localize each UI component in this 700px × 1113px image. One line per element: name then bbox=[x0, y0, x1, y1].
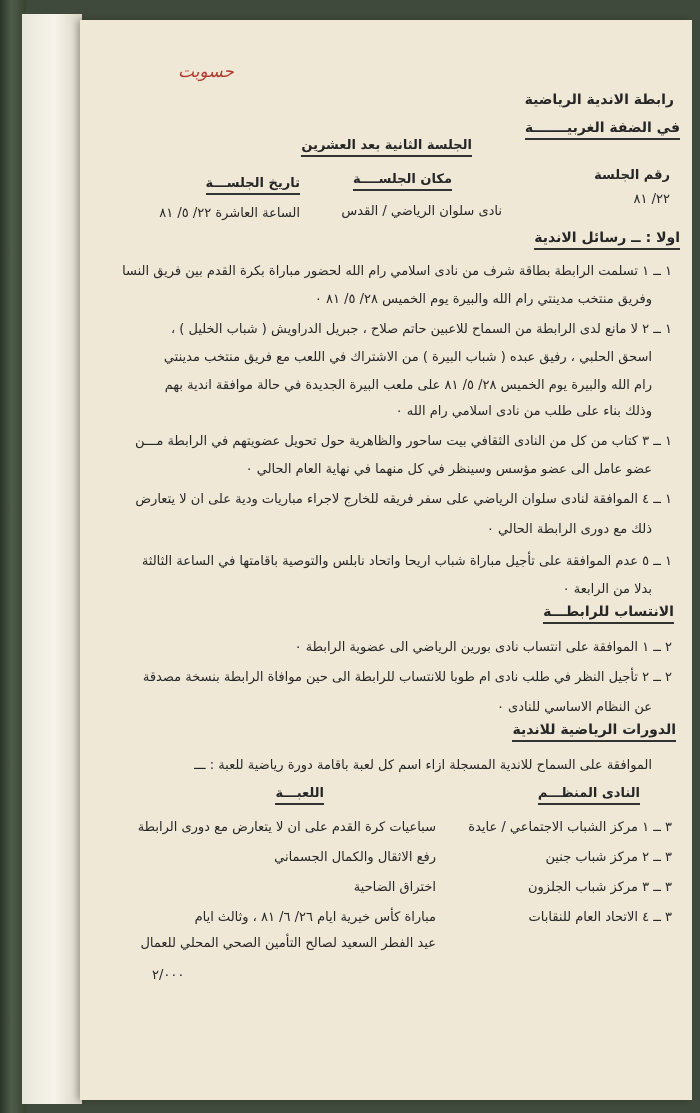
table-row-game: اختراق الضاحية bbox=[353, 880, 436, 895]
session-heading: الجلسة الثانية بعد العشرين bbox=[301, 138, 472, 157]
table-row-game-continuation: عيد الفطر السعيد لصالح التأمين الصحي المحلي للعمال bbox=[140, 936, 436, 951]
item-line: وذلك بناء على طلب من نادى اسلامي رام الله ٠ bbox=[395, 404, 652, 419]
session-place-label: مكان الجلســــة bbox=[353, 172, 452, 191]
table-row-club: ٣ ــ ٣ مركز شباب الجلزون bbox=[527, 880, 672, 895]
item-line: عن النظام الاساسي للنادى ٠ bbox=[496, 700, 652, 715]
column-header-game: اللعبـــة bbox=[275, 786, 324, 805]
table-row-game: رفع الاثقال والكمال الجسماني bbox=[274, 850, 436, 865]
item-line: ١ ــ ١ تسلمت الرابطة بطاقة شرف من نادى اسلامي رام الله لحضور مباراة بكرة القدم بين فريق النسا bbox=[122, 264, 672, 279]
item-line: اسحق الحلبي ، رفيق عبده ( شباب البيرة ) من الاشتراك في اللعب مع فريق منتخب مدينتي bbox=[163, 350, 652, 365]
table-row-game: مباراة كأس خيرية ايام ٢٦/ ٦/ ٨١ ، وثالث ايام bbox=[194, 910, 436, 925]
session-place-value: نادى سلوان الرياضي / القدس bbox=[341, 204, 502, 219]
item-line: ١ ــ ٤ الموافقة لنادى سلوان الرياضي على سفر فريقه للخارج لاجراء مباريات ودية على ان لا يتعارض bbox=[135, 492, 672, 507]
item-line: رام الله والبيرة يوم الخميس ٢٨/ ٥/ ٨١ على ملعب البيرة الجديدة في حالة موافقة اندية بهم bbox=[164, 378, 652, 393]
org-name-line1: رابطة الاندية الرياضية bbox=[524, 92, 674, 108]
column-header-club: النادى المنظـــم bbox=[538, 786, 640, 805]
table-row-club: ٣ ــ ١ مركز الشباب الاجتماعي / عايدة bbox=[468, 820, 672, 835]
item-line: عضو عامل الى عضو مؤسس وسينظر في كل منهما في نهاية العام الحالي ٠ bbox=[245, 462, 652, 477]
section-membership-title: الانتساب للرابطـــة bbox=[543, 604, 674, 624]
page-number: ٢/٠٠٠ bbox=[152, 968, 185, 983]
table-row-club: ٣ ــ ٤ الاتحاد العام للنقابات bbox=[528, 910, 672, 925]
item-line: ١ ــ ٢ لا مانع لدى الرابطة من السماح للاعبين حاتم صلاح ، جبريل الدراويش ( شباب الخليل ) ، bbox=[170, 322, 672, 337]
handwritten-annotation: ﺣﺴﻮﺑﺖ bbox=[178, 62, 234, 82]
item-line: بدلا من الرابعة ٠ bbox=[562, 582, 652, 597]
item-line: ٢ ــ ٢ تأجيل النظر في طلب نادى ام طوبا للانتساب للرابطة الى حين موافاة الرابطة بنسخة مصدقة bbox=[142, 670, 672, 685]
tournaments-intro: الموافقة على السماح للاندية المسجلة ازاء اسم كل لعبة باقامة دورة رياضية للعبة : ـــ bbox=[194, 758, 652, 773]
session-number-value: ٢٢/ ٨١ bbox=[633, 192, 670, 207]
session-number-label: رقم الجلسة bbox=[594, 168, 670, 183]
item-line: ١ ــ ٥ عدم الموافقة على تأجيل مباراة شباب اريحا واتحاد نابلس والتوصية باقامتها في الساعة الثالثة bbox=[141, 554, 672, 569]
org-name-line2: في الضفة الغربيـــــــة bbox=[525, 120, 680, 140]
table-row-game: سباعيات كرة القدم على ان لا يتعارض مع دورى الرابطة bbox=[137, 820, 436, 835]
session-date-label: تاريخ الجلســـة bbox=[206, 176, 300, 195]
session-date-value: الساعة العاشرة ٢٢/ ٥/ ٨١ bbox=[159, 206, 300, 221]
section-tournaments-title: الدورات الرياضية للاندية bbox=[512, 722, 676, 742]
item-line: ١ ــ ٣ كتاب من كل من النادى الثقافي بيت ساحور والظاهرية حول تحويل عضويتهم في الرابطة مـــن bbox=[135, 434, 672, 449]
item-line: ٢ ــ ١ الموافقة على انتساب نادى بورين الرياضي الى عضوية الرابطة ٠ bbox=[294, 640, 672, 655]
page-edge bbox=[22, 14, 82, 1104]
document-page bbox=[80, 20, 692, 1100]
section-club-letters-title: اولا : ــ رسائل الاندية bbox=[534, 230, 680, 250]
item-line: وفريق منتخب مدينتي رام الله والبيرة يوم الخميس ٢٨/ ٥/ ٨١ ٠ bbox=[314, 292, 652, 307]
table-row-club: ٣ ــ ٢ مركز شباب جنين bbox=[545, 850, 672, 865]
item-line: ذلك مع دورى الرابطة الحالي ٠ bbox=[486, 522, 652, 537]
